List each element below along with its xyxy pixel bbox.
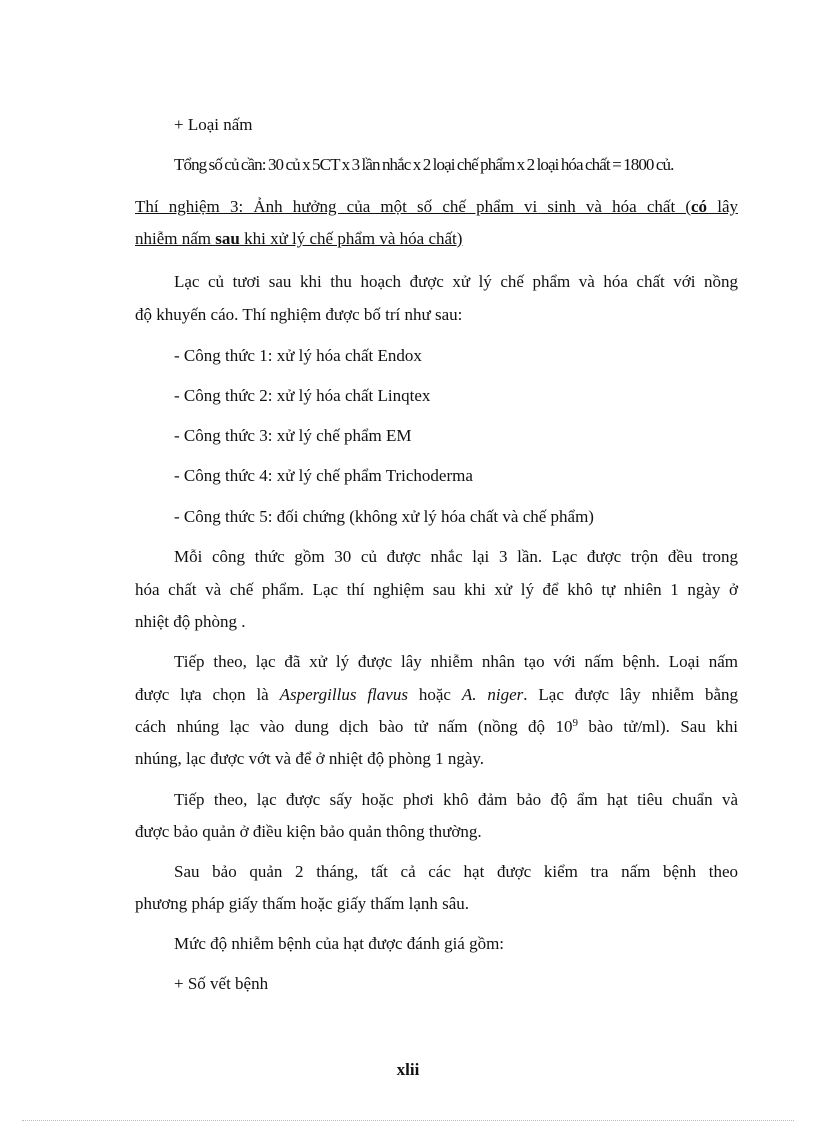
formula-2: - Công thức 2: xử lý hóa chất Linqtex — [174, 386, 431, 405]
page-number: xlii — [396, 1060, 420, 1079]
formula-5: - Công thức 5: đối chứng (không xử lý hóa chất và chế phẩm) — [174, 507, 594, 526]
paragraph-5-line-2: phương pháp giấy thấm hoặc giấy thấm lạnh sâu. — [135, 894, 470, 913]
paragraph-3-line-2: được lựa chọn là Aspergillus flavus hoặc A. niger. Lạc được lây nhiễm bằng — [135, 685, 739, 704]
total-tubers-line: Tổng số củ cần: 30 củ x 5CT x 3 lần nhắc x 2 loại chế phẩm x 2 loại hóa chất = 1800 củ. — [174, 155, 674, 174]
bullet-lesion-count: + Số vết bệnh — [174, 974, 269, 993]
paragraph-3-line-3: cách nhúng lạc vào dung dịch bào tử nấm (nồng độ $10^9$ bào tử/ml). Sau khi — [135, 717, 738, 736]
formula-1: - Công thức 1: xử lý hóa chất Endox — [174, 346, 422, 365]
paragraph-4-line-2: được bảo quản ở điều kiện bảo quản thông thường. — [135, 822, 482, 841]
bullet-fungus-type: + Loại nấm — [174, 115, 253, 134]
paragraph-3-line-1: Tiếp theo, lạc đã xử lý được lây nhiễm nhân tạo với nấm bệnh. Loại nấm — [174, 652, 738, 671]
formula-4: - Công thức 4: xử lý chế phẩm Trichoderma — [174, 466, 473, 485]
paragraph-2-line-1: Mỗi công thức gồm 30 củ được nhắc lại 3 lần. Lạc được trộn đều trong — [174, 547, 738, 566]
paragraph-1-line-2: độ khuyến cáo. Thí nghiệm được bố trí như sau: — [135, 305, 463, 324]
formula-3: - Công thức 3: xử lý chế phẩm EM — [174, 426, 412, 445]
experiment-3-heading-line-2: nhiễm nấm sau khi xử lý chế phẩm và hóa chất) — [135, 229, 463, 248]
species-name-a-niger: A. niger — [461, 685, 524, 704]
paragraph-3-line-4: nhúng, lạc được vớt và để ở nhiệt độ phòng 1 ngày. — [135, 749, 485, 768]
experiment-3-heading-line-1: Thí nghiệm 3: Ảnh hưởng của một số chế phẩm vi sinh và hóa chất (có lây — [135, 197, 738, 216]
page-bottom-divider — [22, 1120, 794, 1121]
paragraph-6: Mức độ nhiễm bệnh của hạt được đánh giá gồm: — [174, 934, 505, 953]
paragraph-2-line-3: nhiệt độ phòng . — [135, 612, 246, 631]
species-name-aspergillus-flavus: Aspergillus flavus — [279, 685, 408, 704]
paragraph-5-line-1: Sau bảo quản 2 tháng, tất cả các hạt được kiểm tra nấm bệnh theo — [174, 862, 738, 881]
paragraph-1-line-1: Lạc củ tươi sau khi thu hoạch được xử lý chế phẩm và hóa chất với nồng — [174, 272, 738, 291]
paragraph-2-line-2: hóa chất và chế phẩm. Lạc thí nghiệm sau khi xử lý để khô tự nhiên 1 ngày ở — [135, 580, 738, 599]
paragraph-4-line-1: Tiếp theo, lạc được sấy hoặc phơi khô đảm bảo độ ẩm hạt tiêu chuẩn và — [174, 790, 738, 809]
exponent: 9 — [572, 717, 578, 729]
